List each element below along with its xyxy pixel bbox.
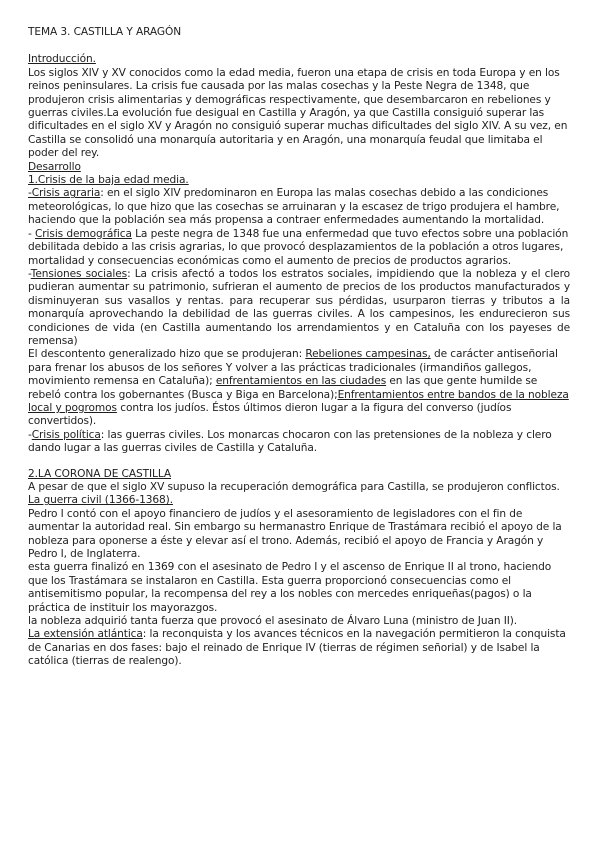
crisis-politica-label: Crisis política: [31, 428, 101, 441]
guerra-civil-paragraph-3: la nobleza adquirió tanta fuerza que provocó el asesinato de Álvaro Luna (ministro de Juan II).: [28, 615, 518, 628]
crisis-demografica-paragraph: [28, 228, 570, 268]
descontento-text: de carácter antiseñorial para frenar los abusos de los señores Y volver a las prácticas tradicionales (irmandiños gallegos, movimiento remensa en Cataluña);: [28, 348, 558, 388]
crisis-demografica-text: La peste negra de 1348 fue una enfermedad que tuvo efectos sobre una población debilitada debido a las crisis agrarias, lo que provocó desplazamientos de la población a otros lugares, mortalidad y consecuencias económicas como el aumento de precios de productos agrarios.: [28, 227, 569, 267]
crisis-politica-text: : las guerras civiles. Los monarcas chocaron con las pretensiones de la nobleza y clero dando lugar a las guerras civiles de Castilla y Cataluña.: [28, 428, 552, 455]
enfrentamientos-label: enfrentamientos en las ciudades: [215, 375, 387, 388]
extension-atlantica-text: : la reconquista y los avances técnicos en la navegación permitieron la conquista de Canarias en dos fases: bajo el reinado de Enrique IV (tierras de régimen señorial) y de Isabel la católica (tierras de realengo).: [28, 628, 566, 668]
tensiones-sociales-paragraph: [28, 268, 570, 348]
crisis-politica-paragraph: [28, 429, 570, 456]
section-gap: [28, 456, 570, 468]
crisis-agraria-text: : en el siglo XIV predominaron en Europa las malas cosechas debido a las condiciones meteorológicas, lo que hizo que las cosechas se arruinaran y la escasez de trigo produjera el hambre, haciendo que la población sea más propensa a contraer enfermedades aumentando la mortalidad.: [28, 187, 560, 227]
guerra-civil-paragraph-2: esta guerra finalizó en 1369 con el asesinato de Pedro I y el ascenso de Enrique II al trono, haciendo que los Trastámara se instalaron en Castilla. Esta guerra proporcionó consecuencias como el antisemitismo popular, la recompensa del rey a los nobles con mercedes enriqueñas(pagos) o la práctica de instituir los mayorazgos.: [28, 561, 552, 614]
section2-heading: 2.LA CORONA DE CASTILLA: [28, 467, 172, 480]
desarrollo-heading: Desarrollo: [28, 160, 81, 173]
guerra-civil-paragraph-1: Pedro I contó con el apoyo financiero de judíos y el asesoramiento de legisladores con el fin de aumentar la autoridad real. Sin embargo su hermanastro Enrique de Trastámara recibió el apoyo de la nobleza para oponerse a éste y elevar así el trono. Además, recibió el apoyo de Francia y Aragón y Pedro I, de Inglaterra.: [28, 507, 562, 561]
bullet-prefix: -: [28, 227, 35, 240]
section1-heading: 1.Crisis de la baja edad media.: [28, 174, 189, 187]
section2-intro: A pesar de que el siglo XV supuso la recuperación demográfica para Castilla, se produjeron conflictos.: [28, 481, 560, 493]
crisis-agraria-label: -Crisis agraria: [28, 187, 101, 200]
crisis-agraria-paragraph: [28, 187, 570, 227]
intro-paragraph: Los siglos XIV y XV conocidos como la edad media, fueron una etapa de crisis en toda Europa y en los reinos peninsulares. La crisis fue causada por las malas cosechas y la Peste Negra de 1348, que produjeron crisis alimentarias y demográficas respectivamente, que desembarcaron en rebeliones y guerras civiles.La evolución fue desigual en Castilla y Aragón, ya que Castilla consiguió superar las dificultades en el siglo XV y Aragón no consiguió superar muchas dificultades del siglo XIV. A su vez, en Castilla se consolidó una monarquía autoritaria y en Aragón, una monarquía feudal que limitaba el poder del rey.: [28, 66, 568, 160]
intro-heading: Introducción.: [28, 53, 96, 66]
crisis-demografica-label: Crisis demográfica: [35, 227, 132, 240]
tensiones-sociales-label: Tensiones sociales: [30, 267, 128, 280]
descontento-paragraph: [28, 348, 570, 428]
document-title: TEMA 3. CASTILLA Y ARAGÓN: [28, 26, 182, 38]
tensiones-sociales-text: : La crisis afectó a todos los estratos sociales, impidiendo que la nobleza y el clero pudieran aumentar su patrimonio, sufrieran el aumento de precios de los productos manufacturados y disminuyeran sus vasallos y rentas. para recuperar sus pérdidas, usurparon tierras y tributos a la monarquía aprovechando la debilidad de las guerras civiles. A los campesinos, les endurecieron sus condiciones de vida (en Castilla aumentando los arrendamientos y en Cataluña con los payeses de remensa): [28, 267, 571, 347]
descontento-text: contra los judíos. Éstos últimos dieron lugar a la figura del converso (judíos convertidos).: [28, 401, 512, 428]
descontento-text: en las que gente humilde se rebeló contra los gobernantes (Busca y Biga en Barcelona);: [28, 375, 538, 401]
rebeliones-label: Rebeliones campesinas,: [305, 348, 431, 361]
extension-atlantica-paragraph: [28, 628, 570, 668]
extension-atlantica-label: La extensión atlántica: [28, 628, 143, 641]
guerra-civil-heading: La guerra civil (1366-1368).: [28, 494, 173, 507]
descontento-text: El descontento generalizado hizo que se produjeran:: [28, 348, 306, 361]
bullet-prefix: -: [28, 428, 32, 441]
bullet-prefix: -: [28, 267, 31, 280]
bandos-label: Enfrentamientos entre bandos de la nobleza local y pogromos: [28, 388, 569, 414]
